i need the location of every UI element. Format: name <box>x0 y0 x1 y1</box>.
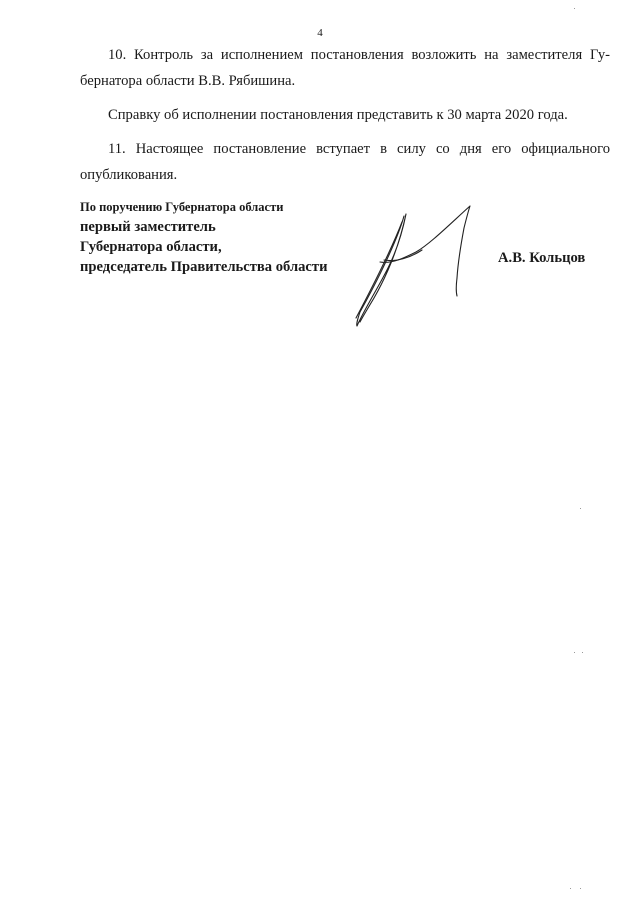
paragraph-10-line-1: 10. Контроль за исполнением постановления возложить на заместителя Гу- <box>108 47 610 63</box>
signature-on-behalf: По поручению Губернатора области <box>80 200 284 214</box>
paragraph-11-line-1: 11. Настоящее постановление вступает в силу со дня его официального <box>108 141 610 157</box>
paragraph-report <box>80 102 610 128</box>
paragraph-11 <box>80 136 610 188</box>
paragraph-report-line-1: Справку об исполнении постановления представить к 30 марта 2020 года. <box>108 107 568 123</box>
handwritten-signature-icon <box>340 198 490 330</box>
signature-position-line-1: первый заместитель <box>80 219 216 235</box>
paragraph-10 <box>80 42 610 94</box>
paragraph-10-line-2: бернатора области В.В. Рябишина. <box>80 73 296 89</box>
paragraph-11-line-2: опубликования. <box>80 167 178 183</box>
scan-speck <box>580 508 581 509</box>
scan-speck <box>582 652 583 653</box>
scan-speck <box>570 888 571 889</box>
signature-position-line-2: Губернатора области, <box>80 239 222 255</box>
scan-speck <box>574 652 575 653</box>
signature-position-line-3: председатель Правительства области <box>80 259 328 275</box>
body-text <box>80 42 610 188</box>
signature-block <box>80 197 327 277</box>
signer-name: А.В. Кольцов <box>498 250 586 266</box>
page-number: 4 <box>317 27 323 39</box>
scan-speck <box>574 8 575 9</box>
scan-speck <box>580 888 581 889</box>
